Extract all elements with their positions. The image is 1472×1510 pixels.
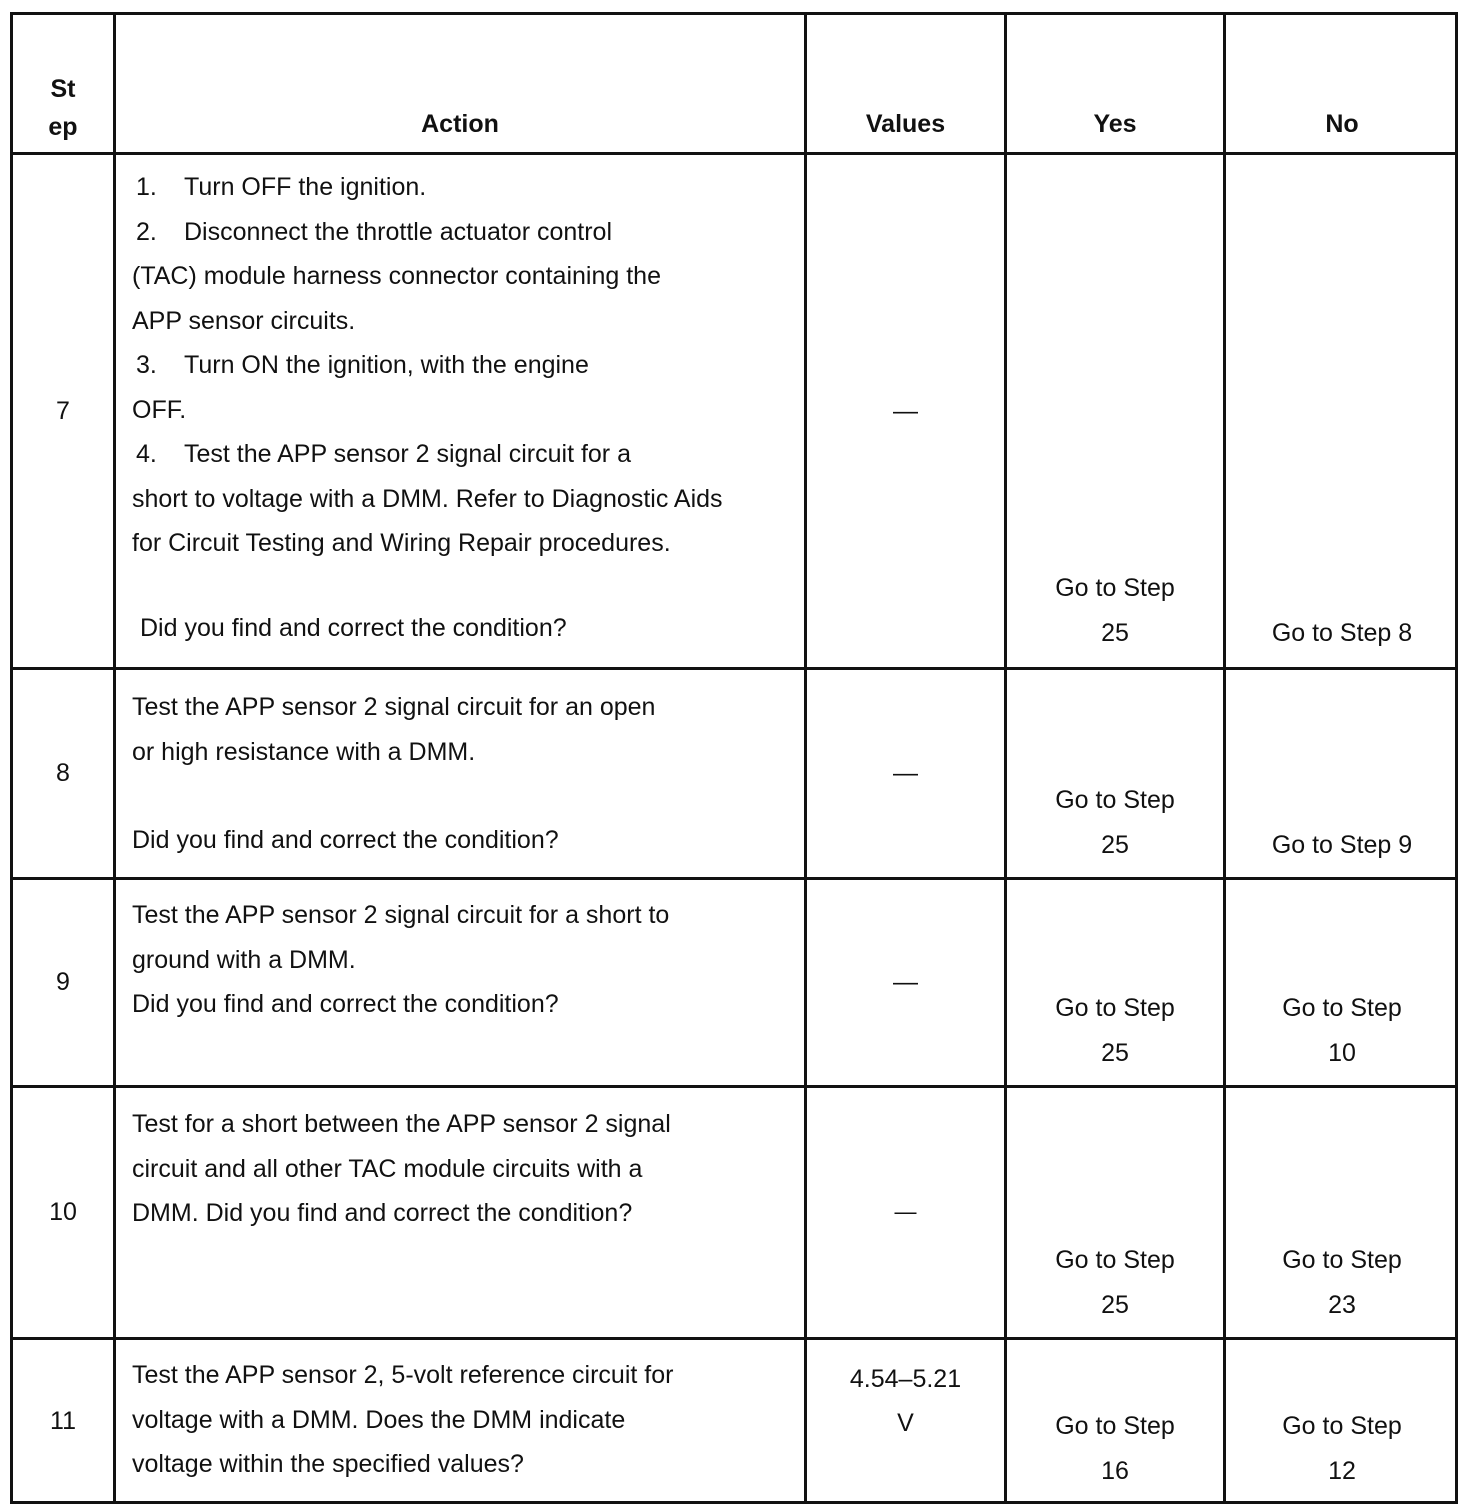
- value-cell: —: [894, 1199, 917, 1225]
- action-text: OFF.: [132, 395, 187, 424]
- question-text: Did you find and correct the condition?: [140, 613, 567, 642]
- action-line: [132, 210, 804, 255]
- action-line: [132, 299, 804, 344]
- yes-cell: [1007, 1088, 1223, 1327]
- action-text: Turn ON the ignition, with the engine: [184, 351, 589, 379]
- value-line2: V: [897, 1409, 914, 1437]
- list-number: 4.: [136, 440, 157, 468]
- list-number: 3.: [136, 351, 157, 379]
- question-text: Did you find and correct the condition?: [132, 990, 559, 1018]
- no-cell: [1226, 1088, 1458, 1327]
- question-text: DMM. Did you find and correct the condition?: [132, 1199, 633, 1227]
- header-step-line2: ep: [48, 113, 78, 141]
- action-line: [132, 165, 804, 210]
- header-action: Action: [421, 109, 499, 138]
- yes-line1: Go to Step: [1055, 574, 1175, 602]
- yes-line1: Go to Step: [1055, 786, 1175, 814]
- action-text: voltage with a DMM. Does the DMM indicate: [132, 1405, 626, 1434]
- yes-line2: 25: [1101, 1038, 1129, 1067]
- action-cell: [116, 893, 804, 1083]
- value-cell: [807, 1340, 1004, 1502]
- action-text: Turn OFF the ignition.: [184, 173, 427, 201]
- step-number: 10: [49, 1198, 77, 1227]
- action-text: Test the APP sensor 2 signal circuit for a short to: [132, 901, 670, 929]
- action-text: Test for a short between the APP sensor 2 signal: [132, 1110, 671, 1138]
- action-line: [132, 521, 804, 566]
- header-yes: Yes: [1093, 109, 1137, 138]
- no-cell: Go to Step 9: [1271, 830, 1413, 859]
- action-cell: [116, 1102, 804, 1332]
- action-text: Disconnect the throttle actuator control: [184, 217, 613, 246]
- no-line1: Go to Step: [1282, 1412, 1402, 1440]
- action-cell: [116, 1353, 804, 1501]
- action-line: [132, 477, 804, 522]
- action-text: ground with a DMM.: [132, 945, 356, 974]
- yes-line2: 25: [1101, 830, 1129, 859]
- action-text: Test the APP sensor 2 signal circuit for a: [184, 440, 631, 468]
- yes-line2: 16: [1101, 1456, 1129, 1485]
- action-text: circuit and all other TAC module circuits with a: [132, 1154, 643, 1183]
- yes-cell: [1007, 880, 1223, 1075]
- value-cell: —: [893, 968, 918, 997]
- no-cell: Go to Step 8: [1271, 618, 1413, 647]
- no-line1: Go to Step: [1282, 1246, 1402, 1274]
- action-text: for Circuit Testing and Wiring Repair procedures.: [132, 529, 671, 557]
- step-number: 7: [56, 396, 70, 425]
- action-line: [132, 254, 804, 299]
- yes-cell: [1007, 155, 1223, 655]
- step-number: 9: [56, 968, 70, 997]
- yes-line1: Go to Step: [1055, 1412, 1175, 1440]
- yes-line2: 25: [1101, 1290, 1129, 1319]
- action-line: [132, 388, 804, 433]
- action-line: [132, 432, 804, 477]
- list-number: 2.: [136, 217, 157, 246]
- question-text: voltage within the specified values?: [132, 1450, 524, 1478]
- value-line1: 4.54–5.21: [849, 1364, 962, 1393]
- header-no: No: [1325, 109, 1359, 138]
- no-line2: 23: [1328, 1290, 1356, 1319]
- no-line2: 12: [1328, 1456, 1356, 1485]
- header-step-line1: St: [50, 75, 76, 103]
- yes-line2: 25: [1101, 618, 1129, 647]
- yes-line1: Go to Step: [1055, 1246, 1175, 1274]
- no-line2: 10: [1328, 1038, 1356, 1067]
- header-step: [13, 15, 113, 152]
- value-cell: —: [893, 396, 918, 425]
- no-line1: Go to Step: [1282, 994, 1402, 1022]
- step-number: 11: [50, 1406, 76, 1435]
- action-text: short to voltage with a DMM. Refer to Diagnostic Aids: [132, 484, 723, 513]
- no-cell: [1226, 1340, 1458, 1493]
- action-cell: [116, 685, 804, 875]
- action-cell: [116, 165, 804, 665]
- list-number: 1.: [136, 173, 157, 201]
- action-text: Test the APP sensor 2 signal circuit for an open: [132, 693, 656, 721]
- no-cell: [1226, 880, 1458, 1075]
- yes-line1: Go to Step: [1055, 994, 1175, 1022]
- diagnostic-table: [10, 12, 1458, 1504]
- action-text: Test the APP sensor 2, 5-volt reference circuit for: [132, 1361, 674, 1389]
- yes-cell: [1007, 670, 1223, 867]
- action-text: APP sensor circuits.: [132, 306, 356, 335]
- value-cell: —: [893, 759, 918, 788]
- step-number: 8: [56, 759, 70, 788]
- action-text: or high resistance with a DMM.: [132, 737, 476, 766]
- action-text: (TAC) module harness connector containing the: [132, 262, 661, 290]
- action-line: [132, 343, 804, 388]
- question-text: Did you find and correct the condition?: [132, 826, 559, 854]
- yes-cell: [1007, 1340, 1223, 1493]
- header-values: Values: [865, 109, 946, 138]
